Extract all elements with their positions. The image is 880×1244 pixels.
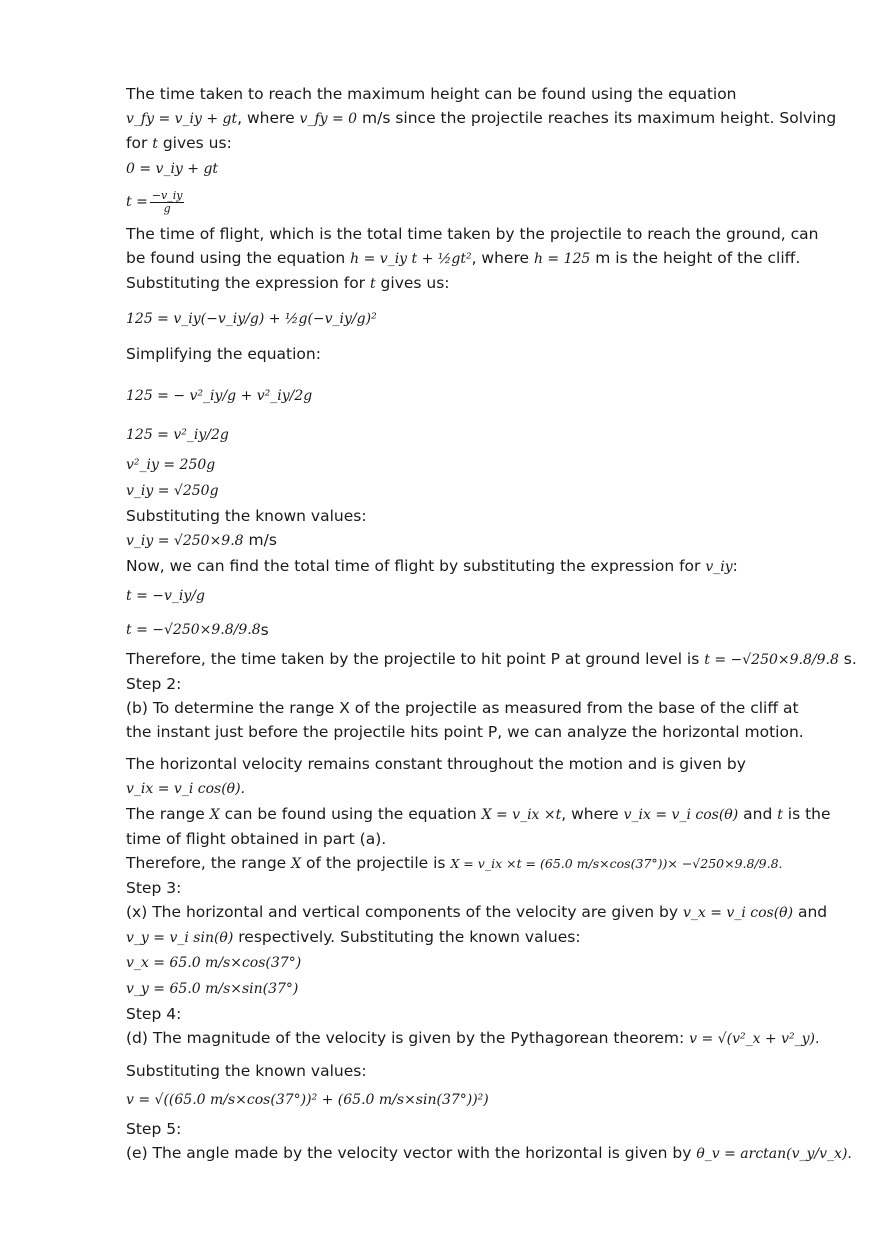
range-variable: X bbox=[209, 807, 220, 823]
solution-document bbox=[126, 82, 857, 1166]
horizontal-velocity-text: The horizontal velocity remains constant throughout the motion and is given by bbox=[126, 755, 746, 773]
equation-9 bbox=[126, 579, 826, 613]
equation-1-text: 0 = v_iy + gt bbox=[126, 161, 219, 177]
equation-4-text: 125 = − v²_iy/g + v²_iy/2g bbox=[126, 388, 313, 404]
intro-text: The time taken to reach the maximum height can be found using the equation bbox=[126, 85, 737, 103]
step-4-label: Step 4: bbox=[126, 1005, 182, 1023]
equation-6 bbox=[126, 452, 826, 478]
equation-2 bbox=[126, 182, 826, 222]
part-c-text-2: respectively. Substituting the known values: bbox=[233, 928, 581, 946]
simplifying-text: Simplifying the equation: bbox=[126, 345, 321, 363]
step-5-heading bbox=[126, 1117, 826, 1141]
flight-text-2a: be found using the equation bbox=[126, 249, 351, 267]
range-line-2 bbox=[126, 827, 826, 851]
part-b-text-1: (b) To determine the range X of the projectile as measured from the base of the cliff at bbox=[126, 699, 799, 717]
vx-value-text: v_x = 65.0 m/s×cos(37°) bbox=[126, 955, 302, 971]
therefore-line-1 bbox=[126, 647, 857, 672]
step-3-heading bbox=[126, 876, 826, 900]
flight-text-2b: , where bbox=[471, 249, 534, 267]
part-d-text: (d) The magnitude of the velocity is given by the Pythagorean theorem: bbox=[126, 1029, 690, 1047]
time-variable: t bbox=[152, 136, 158, 152]
equation-2-fraction bbox=[150, 190, 185, 215]
part-c-line-2 bbox=[126, 925, 826, 950]
part-d-line-1 bbox=[126, 1026, 826, 1051]
horizontal-velocity-formula: v_ix = v_i cos(θ). bbox=[126, 781, 246, 797]
equation-5-text: 125 = v²_iy/2g bbox=[126, 427, 229, 443]
part-c-line-1 bbox=[126, 900, 826, 925]
equation-7-text: v_iy = √250g bbox=[126, 483, 219, 499]
step-2-heading bbox=[126, 672, 826, 696]
vy-value-text: v_y = 65.0 m/s×sin(37°) bbox=[126, 981, 299, 997]
equation-8-text: v_iy = √250×9.8 bbox=[126, 533, 244, 549]
height-equation: h = v_iy t + ½gt² bbox=[350, 251, 472, 267]
range-equation: X = v_ix ×t bbox=[481, 807, 562, 823]
equation-2-lhs: t = bbox=[126, 194, 148, 210]
equation-3 bbox=[126, 296, 826, 342]
fraction-denominator: g bbox=[163, 201, 171, 215]
vy-equation: v_y = v_i sin(θ) bbox=[126, 930, 234, 946]
therefore-line-2 bbox=[126, 851, 826, 876]
magnitude-value-text: v = √((65.0 m/s×cos(37°))² + (65.0 m/s×sin(37°))²) bbox=[126, 1092, 489, 1108]
now-line bbox=[126, 554, 826, 579]
flight-line-2 bbox=[126, 246, 826, 271]
equation-3-text: 125 = v_iy(−v_iy/g) + ½g(−v_iy/g)² bbox=[126, 311, 377, 327]
range-velocity-equation: v_ix = v_i cos(θ) bbox=[623, 807, 739, 823]
equation-7 bbox=[126, 478, 826, 504]
intro-line-1 bbox=[126, 82, 826, 106]
time-of-flight-result: t = −√250×9.8/9.8 bbox=[704, 652, 839, 668]
horizontal-velocity-line-1 bbox=[126, 752, 826, 776]
substituting-text-1: Substituting the known values: bbox=[126, 507, 367, 525]
now-colon: : bbox=[732, 557, 738, 575]
range-text-e: is the bbox=[782, 805, 831, 823]
therefore-text-2a: Therefore, the range bbox=[126, 854, 292, 872]
intro-line-2 bbox=[126, 106, 837, 131]
horizontal-velocity-equation bbox=[126, 776, 826, 802]
part-b-line-1 bbox=[126, 696, 826, 720]
part-b-line-2 bbox=[126, 720, 826, 744]
flight-line-3 bbox=[126, 271, 826, 296]
step-2-label: Step 2: bbox=[126, 675, 182, 693]
part-e-line-1 bbox=[126, 1141, 852, 1166]
intro-text-3a: for bbox=[126, 134, 153, 152]
intro-text-2: m/s since the projectile reaches its maximum height. Solving bbox=[357, 109, 837, 127]
therefore-text-2b: of the projectile is bbox=[301, 854, 451, 872]
step-3-label: Step 3: bbox=[126, 879, 182, 897]
range-text-b: can be found using the equation bbox=[219, 805, 482, 823]
intro-line-3 bbox=[126, 131, 826, 156]
vy-value bbox=[126, 976, 826, 1002]
equation-1 bbox=[126, 156, 826, 182]
flight-text-2c: m is the height of the cliff. bbox=[590, 249, 801, 267]
flight-text-3a: Substituting the expression for bbox=[126, 274, 370, 292]
magnitude-equation: v = √(v²_x + v²_y). bbox=[689, 1031, 820, 1047]
step-5-label: Step 5: bbox=[126, 1120, 182, 1138]
simplifying-line bbox=[126, 342, 826, 366]
final-velocity-zero: v_fy = 0 bbox=[299, 111, 358, 127]
fraction-numerator: −v_iy bbox=[151, 188, 183, 202]
flight-line-1 bbox=[126, 222, 826, 246]
step-4-heading bbox=[126, 1002, 826, 1026]
flight-text: The time of flight, which is the total time taken by the projectile to reach the ground, can bbox=[126, 225, 819, 243]
range-variable-2: X bbox=[291, 856, 302, 872]
range-text-a: The range bbox=[126, 805, 210, 823]
flight-text-3b: gives us: bbox=[375, 274, 450, 292]
range-text-c: , where bbox=[561, 805, 624, 823]
vx-equation: v_x = v_i cos(θ) bbox=[682, 905, 794, 921]
range-result: X = v_ix ×t = (65.0 m/s×cos(37°))× −√250×9.8/9.8. bbox=[450, 856, 783, 871]
equation-4 bbox=[126, 374, 826, 418]
now-text: Now, we can find the total time of flight by substituting the expression for bbox=[126, 557, 706, 575]
intro-connector: , where bbox=[237, 109, 300, 127]
substituting-line-1 bbox=[126, 504, 826, 528]
equation-8 bbox=[126, 528, 826, 554]
equation-5 bbox=[126, 418, 826, 452]
cliff-height: h = 125 bbox=[533, 251, 591, 267]
equation-9-text: t = −v_iy/g bbox=[126, 588, 205, 604]
intro-text-3b: gives us: bbox=[157, 134, 232, 152]
equation-8-unit: m/s bbox=[243, 531, 277, 549]
range-line-1 bbox=[126, 802, 831, 827]
part-c-and: and bbox=[793, 903, 828, 921]
substituting-text-2: Substituting the known values: bbox=[126, 1062, 367, 1080]
equation-10-text: t = −√250×9.8/9.8 bbox=[126, 622, 261, 638]
equation-10 bbox=[126, 613, 826, 647]
part-b-text-2: the instant just before the projectile hits point P, we can analyze the horizontal motion. bbox=[126, 723, 804, 741]
therefore-text-1a: Therefore, the time taken by the projectile to hit point P at ground level is bbox=[126, 650, 705, 668]
equation-6-text: v²_iy = 250g bbox=[126, 457, 216, 473]
time-variable-2: t bbox=[369, 276, 376, 292]
equation-10-unit: s bbox=[260, 621, 269, 639]
substituting-line-2 bbox=[126, 1059, 826, 1083]
range-text-d: and bbox=[738, 805, 778, 823]
magnitude-value bbox=[126, 1083, 826, 1117]
part-c-text-1: (x) The horizontal and vertical components of the velocity are given by bbox=[126, 903, 683, 921]
velocity-equation: v_fy = v_iy + gt bbox=[126, 111, 238, 127]
angle-equation: θ_v = arctan(v_y/v_x). bbox=[696, 1146, 852, 1162]
vx-value bbox=[126, 950, 826, 976]
range-time-variable: t bbox=[777, 807, 783, 823]
therefore-text-1b: s. bbox=[838, 650, 857, 668]
range-text-2: time of flight obtained in part (a). bbox=[126, 830, 387, 848]
part-e-text: (e) The angle made by the velocity vector with the horizontal is given by bbox=[126, 1144, 697, 1162]
initial-velocity-y: v_iy bbox=[705, 559, 733, 575]
